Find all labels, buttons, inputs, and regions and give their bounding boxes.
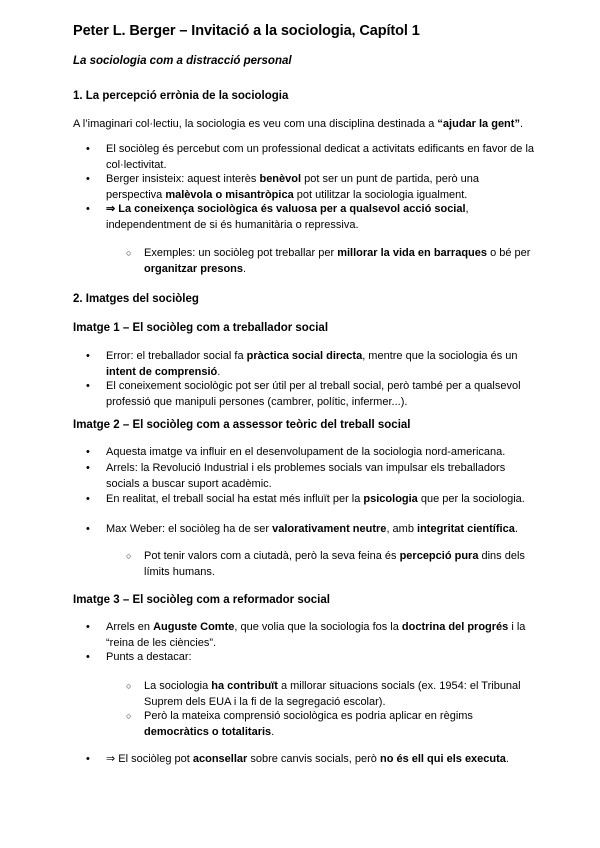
section-1-intro: A l’imaginari col·lectiu, la sociologia es veu com una disciplina destinada a “ajudar la gent”. — [73, 118, 524, 130]
list-item: • En realitat, el treball social ha estat més influït per la psicologia que per la sociologia. — [106, 491, 538, 507]
image-2-heading: Imatge 2 – El sociòleg com a assessor teòric del treball social — [73, 419, 411, 431]
list-item: • ⇒ El sociòleg pot aconsellar sobre canvis socials, però no és ell qui els executa. — [106, 751, 538, 767]
sub-list-item: ○ Però la mateixa comprensió sociològica es podria aplicar en règims democràtics o totalitaris. — [144, 708, 539, 740]
list-item: • Berger insisteix: aquest interès benèvol pot ser un punt de partida, però una perspectiva malèvola o misantròpica pot utilitzar la sociologia igualment. — [106, 171, 538, 203]
list-item: • Aquesta imatge va influir en el desenvolupament de la sociologia nord-americana. — [106, 444, 538, 460]
document-subtitle: La sociologia com a distracció personal — [73, 55, 292, 67]
sub-list-item: ○ Pot tenir valors com a ciutadà, però la seva feina és percepció pura dins dels límits humans. — [144, 548, 539, 580]
sub-list-item: ○ La sociologia ha contribuït a millorar situacions socials (ex. 1954: el Tribunal Suprem dels EUA i la fi de la segregació escolar). — [144, 678, 539, 710]
image-1-heading: Imatge 1 – El sociòleg com a treballador social — [73, 322, 329, 334]
list-item: • Max Weber: el sociòleg ha de ser valorativament neutre, amb integritat científica. — [106, 521, 538, 537]
list-item: • ⇒ La coneixença sociològica és valuosa per a qualsevol acció social, independentment de si és humanitària o repressiva. — [106, 201, 538, 233]
document-title: Peter L. Berger – Invitació a la sociologia, Capítol 1 — [73, 23, 420, 39]
list-item: • Punts a destacar: — [106, 649, 538, 665]
list-item: • El sociòleg és percebut com un professional dedicat a activitats edificants en favor de la col·lectivitat. — [106, 141, 538, 173]
list-item: • El coneixement sociològic pot ser útil per al treball social, però també per a qualsevol professió que manipuli persones (cambrer, polític, infermer...). — [106, 378, 538, 410]
list-item: • Error: el treballador social fa pràctica social directa, mentre que la sociologia és un intent de comprensió. — [106, 348, 538, 380]
list-item: • Arrels: la Revolució Industrial i els problemes socials van impulsar els treballadors socials a buscar suport acadèmic. — [106, 460, 538, 492]
sub-list-item: ○ Exemples: un sociòleg pot treballar per millorar la vida en barraques o bé per organitzar presons. — [144, 245, 539, 277]
section-1-heading: 1. La percepció errònia de la sociologia — [73, 90, 289, 102]
image-3-heading: Imatge 3 – El sociòleg com a reformador social — [73, 594, 330, 606]
list-item: • Arrels en Auguste Comte, que volia que la sociologia fos la doctrina del progrés i la “reina de les ciències”. — [106, 619, 538, 651]
section-2-heading: 2. Imatges del sociòleg — [73, 293, 199, 305]
